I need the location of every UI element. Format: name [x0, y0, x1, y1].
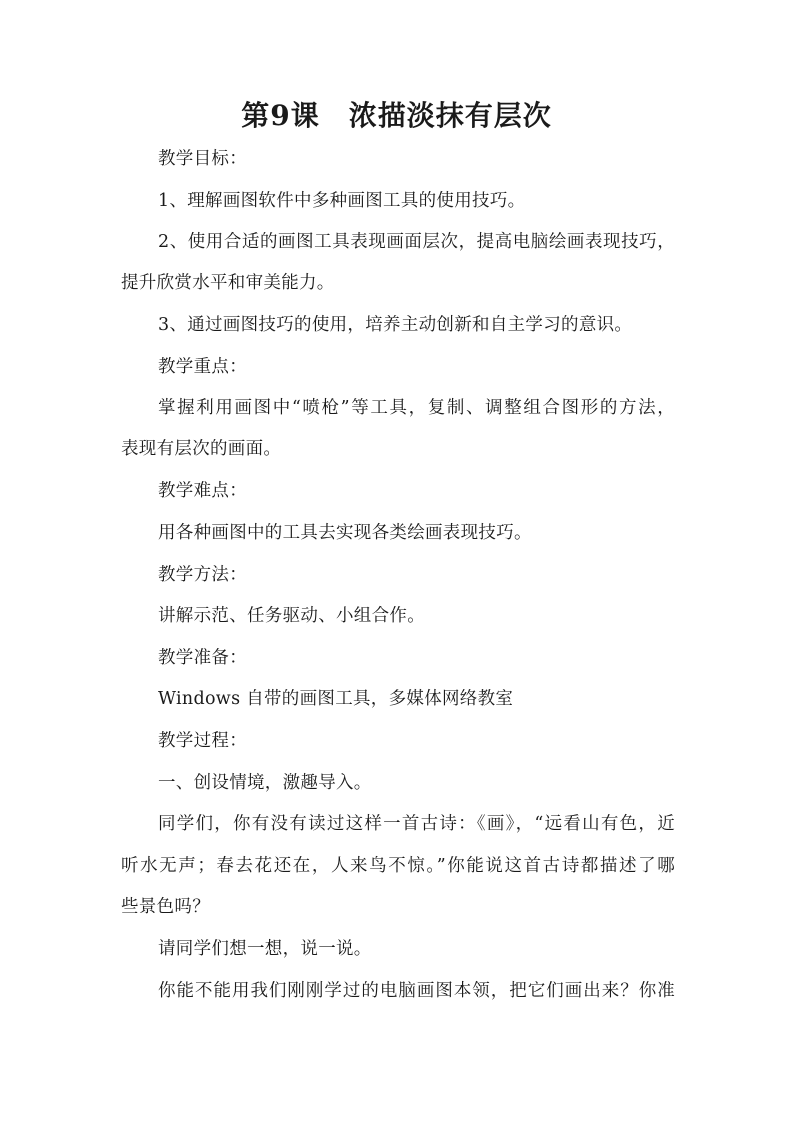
heading-preparation: 教学准备： — [158, 648, 247, 668]
objective-2-line-1: 2、使用合适的画图工具表现画面层次，提高电脑绘画表现技巧， — [158, 232, 675, 252]
key-points-line-2: 表现有层次的画面。 — [121, 439, 282, 459]
preparation-text: Windows 自带的画图工具，多媒体网络教室 — [158, 689, 514, 709]
heading-difficulties: 教学难点： — [158, 481, 247, 501]
objective-1: 1、理解画图软件中多种画图工具的使用技巧。 — [158, 191, 526, 211]
process-paragraph-line-1: 同学们，你有没有读过这样一首古诗：《画》，“远看山有色，近 — [158, 814, 675, 834]
objective-2-line-2: 提升欣赏水平和审美能力。 — [121, 273, 335, 293]
process-paragraph-line-3: 些景色吗？ — [121, 897, 210, 917]
heading-key-points: 教学重点： — [158, 357, 247, 377]
process-question-line-1: 你能不能用我们刚刚学过的电脑画图本领，把它们画出来？你准 — [158, 981, 675, 1001]
heading-methods: 教学方法： — [158, 565, 247, 585]
difficulties-text: 用各种画图中的工具去实现各类绘画表现技巧。 — [158, 523, 532, 543]
heading-objectives: 教学目标： — [158, 149, 247, 169]
objective-3: 3、通过画图技巧的使用，培养主动创新和自主学习的意识。 — [158, 315, 633, 335]
heading-process: 教学过程： — [158, 731, 247, 751]
page-title: 第9课 浓描淡抹有层次 — [241, 99, 552, 132]
process-paragraph-line-2: 听水无声；春去花还在，人来鸟不惊。”你能说这首古诗都描述了哪 — [121, 856, 675, 876]
methods-text: 讲解示范、任务驱动、小组合作。 — [158, 606, 425, 626]
process-prompt: 请同学们想一想，说一说。 — [158, 939, 372, 959]
key-points-line-1: 掌握利用画图中“喷枪”等工具，复制、调整组合图形的方法， — [158, 398, 675, 418]
process-step-1: 一、创设情境，激趣导入。 — [158, 773, 372, 793]
